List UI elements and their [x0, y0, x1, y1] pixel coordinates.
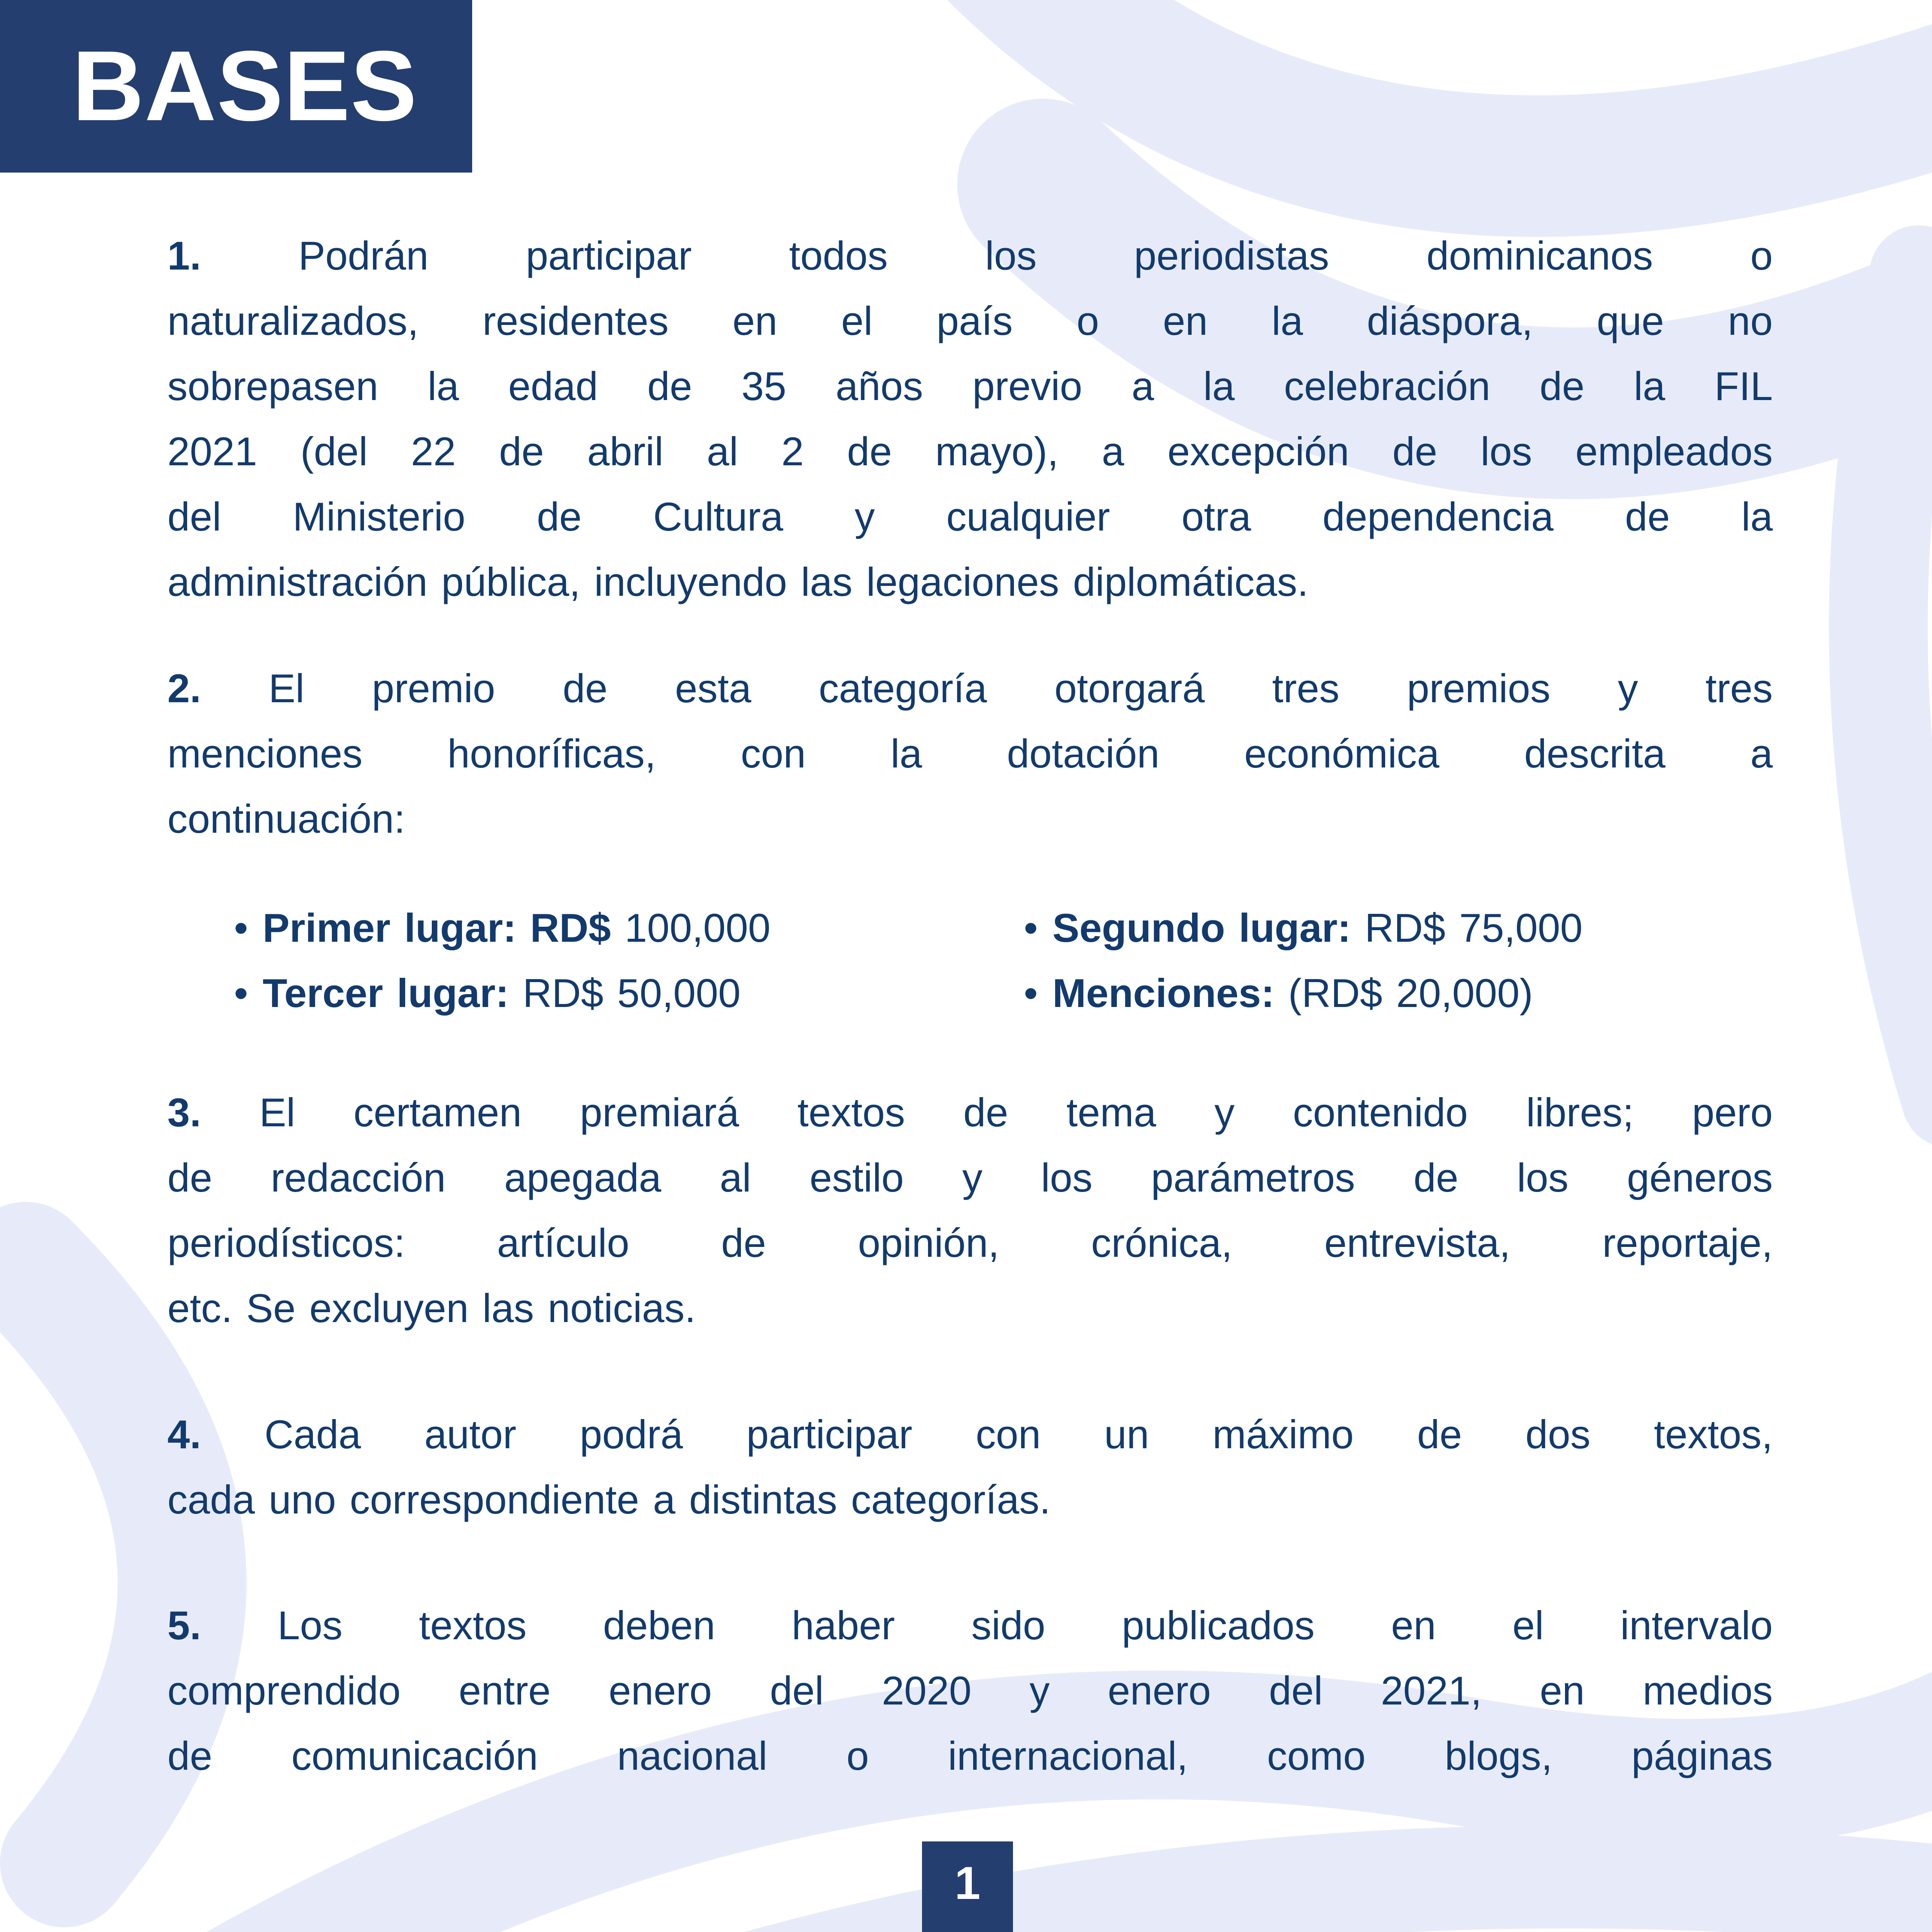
paragraph-line: [167, 1145, 1773, 1210]
paragraph-line: [167, 1658, 1773, 1723]
prize-value: 100,000: [625, 905, 771, 950]
bullet-icon: •: [1024, 905, 1038, 950]
paragraph-line: [167, 1723, 1773, 1789]
line-text: El premio de esta categoría otorgará tres premios y tres: [268, 666, 1773, 711]
prize-value: (RD$ 20,000): [1288, 971, 1533, 1016]
paragraph-line: [167, 1276, 1773, 1341]
page-number: 1: [954, 1857, 981, 1909]
paragraph-2: [167, 656, 1773, 852]
line-text: de redacción apegada al estilo y los parámetros de los géneros: [167, 1155, 1773, 1200]
prize-label: Menciones:: [1052, 971, 1275, 1016]
page-title: BASES: [72, 30, 418, 142]
paragraph-number: 1.: [167, 233, 201, 278]
paragraph-line: [167, 721, 1773, 786]
page-number-box: [922, 1841, 1013, 1932]
bullet-icon: •: [1024, 971, 1038, 1016]
list-item-mentions: [1024, 961, 1773, 1026]
paragraph-line: [167, 484, 1773, 549]
line-text: de comunicación nacional o internacional, como blogs, páginas: [167, 1733, 1773, 1778]
bullet-icon: •: [234, 905, 248, 950]
paragraph-line: [167, 1210, 1773, 1276]
paragraph-line: [167, 1467, 1773, 1532]
line-text: Cada autor podrá participar con un máximo de dos textos,: [264, 1412, 1773, 1457]
line-text: 2021 (del 22 de abril al 2 de mayo), a excepción de los empleados: [167, 429, 1773, 474]
decorative-petal-right-leaf: [1878, 275, 1932, 1099]
paragraph-line: [167, 1080, 1773, 1145]
paragraph-line: [167, 549, 1773, 615]
line-text: sobrepasen la edad de 35 años previo a la celebración de la FIL: [167, 364, 1773, 409]
prize-value: RD$ 50,000: [522, 971, 741, 1016]
list-item-second-place: [1024, 895, 1773, 961]
paragraph-number: 3.: [167, 1090, 201, 1135]
line-text: periodísticos: artículo de opinión, crónica, entrevista, reportaje,: [167, 1220, 1773, 1265]
paragraph-number: 5.: [167, 1603, 201, 1648]
decorative-petal-bottom-left: [26, 1266, 182, 1863]
paragraph-line: [167, 786, 1773, 852]
prize-label: Primer lugar: RD$: [262, 905, 611, 950]
prize-label: Segundo lugar:: [1052, 905, 1351, 950]
line-text: Podrán participar todos los periodistas dominicanos o: [298, 233, 1773, 278]
paragraph-line: [167, 656, 1773, 721]
paragraph-line: [167, 419, 1773, 484]
list-item-third-place: [234, 961, 1024, 1026]
prize-value: RD$ 75,000: [1365, 905, 1583, 950]
paragraph-5: [167, 1593, 1773, 1789]
paragraph-line: [167, 223, 1773, 288]
line-text: administración pública, incluyendo las legaciones diplomáticas.: [167, 559, 1309, 604]
paragraph-line: [167, 288, 1773, 354]
paragraph-3: [167, 1080, 1773, 1341]
paragraph-line: [167, 354, 1773, 419]
paragraph-1: [167, 223, 1773, 615]
paragraph-number: 2.: [167, 666, 201, 711]
line-text: del Ministerio de Cultura y cualquier otra dependencia de la: [167, 494, 1773, 539]
line-text: El certamen premiará textos de tema y contenido libres; pero: [259, 1090, 1773, 1135]
prize-list: [234, 895, 1773, 1026]
line-text: cada uno correspondiente a distintas categorías.: [167, 1477, 1051, 1522]
paragraph-line: [167, 1593, 1773, 1658]
line-text: naturalizados, residentes en el país o en la diáspora, que no: [167, 298, 1773, 343]
paragraph-number: 4.: [167, 1412, 201, 1457]
line-text: etc. Se excluyen las noticias.: [167, 1286, 696, 1331]
list-item-first-place: [234, 895, 1024, 961]
line-text: comprendido entre enero del 2020 y enero del 2021, en medios: [167, 1668, 1773, 1713]
line-text: continuación:: [167, 796, 405, 841]
paragraph-4: [167, 1402, 1773, 1532]
line-text: menciones honoríficas, con la dotación económica descrita a: [167, 731, 1773, 776]
header-bases-box: [0, 0, 472, 173]
decorative-swirl-bottom-2: [665, 1877, 1932, 1932]
decorative-petal-top-band: [1000, 0, 1932, 166]
paragraph-line: [167, 1402, 1773, 1467]
line-text: Los textos deben haber sido publicados en el intervalo: [277, 1603, 1773, 1648]
bullet-icon: •: [234, 971, 248, 1016]
prize-label: Tercer lugar:: [262, 971, 509, 1016]
